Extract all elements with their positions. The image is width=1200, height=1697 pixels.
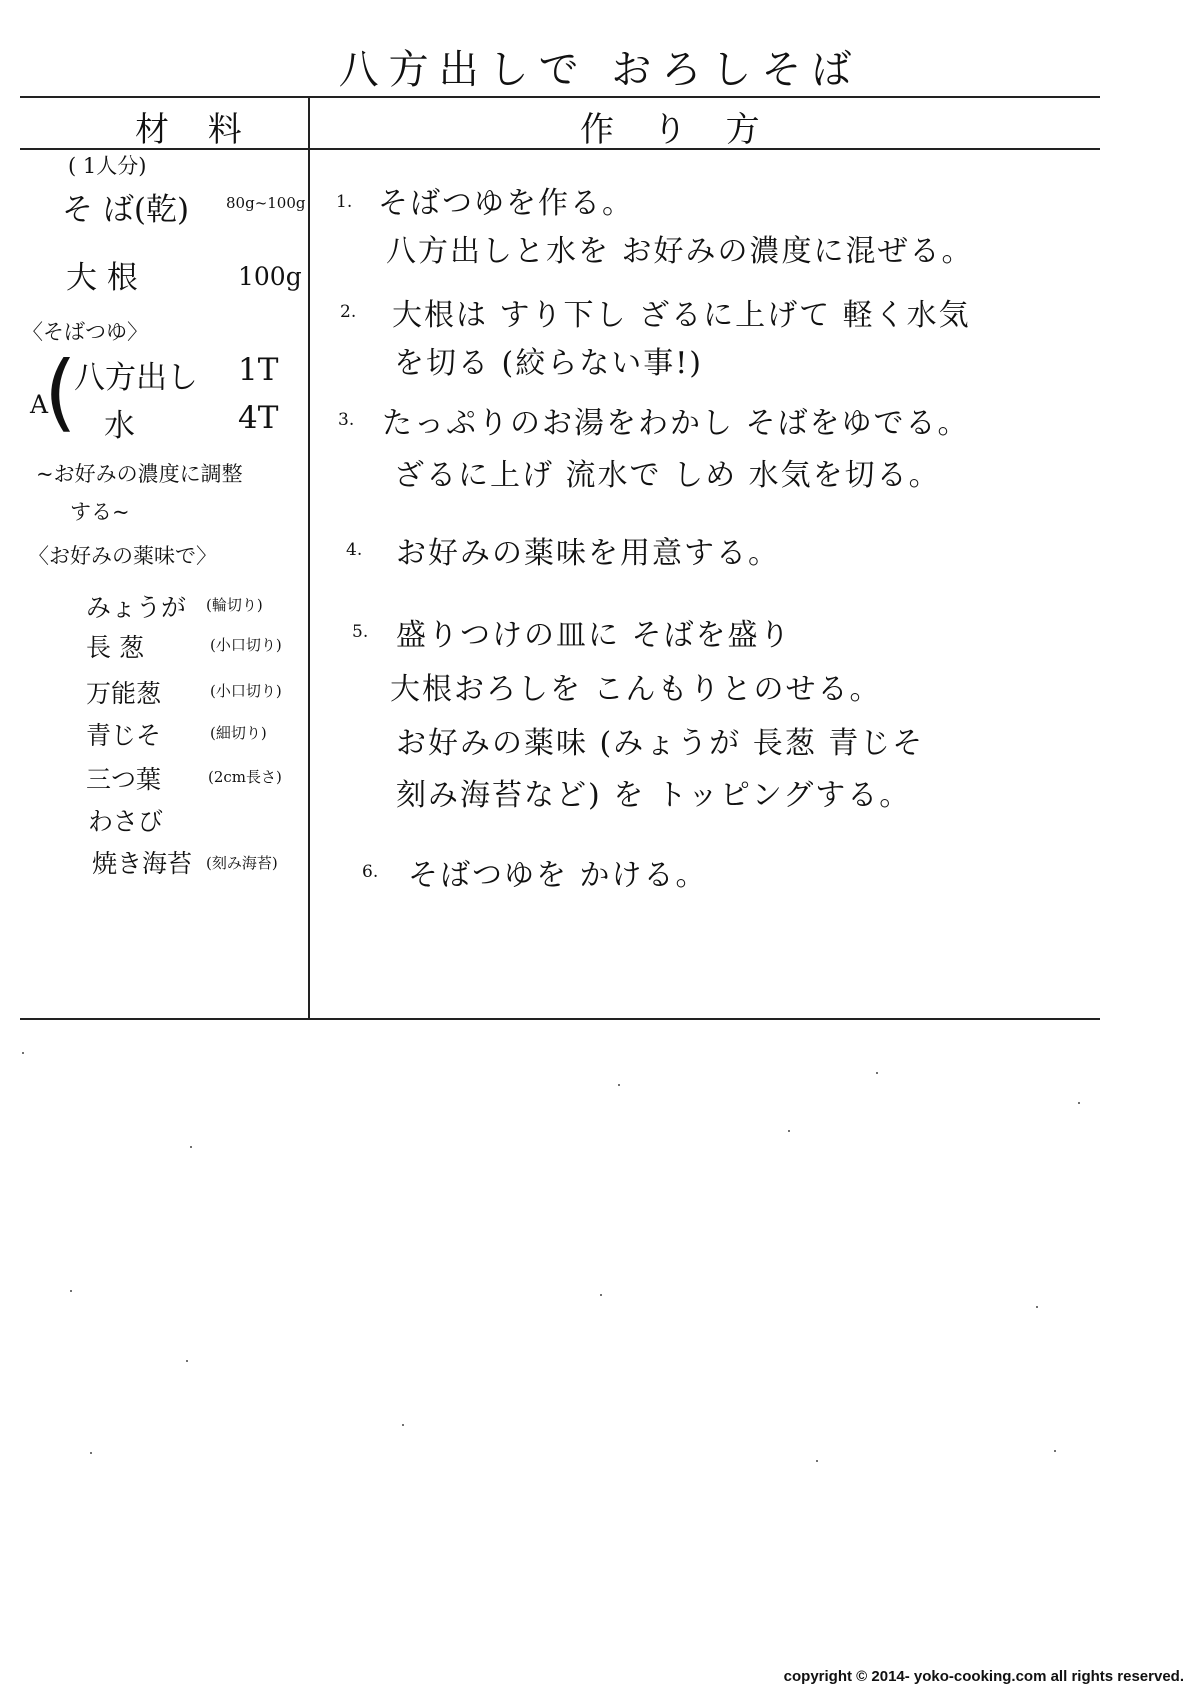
group-item-name: 水 — [104, 408, 135, 444]
scan-speck — [1036, 1306, 1038, 1308]
scan-speck — [402, 1424, 404, 1426]
ingredient-soba-amount: 80g~100g — [226, 194, 306, 212]
condiment-name: わさび — [88, 807, 164, 836]
table-bottom-border — [20, 1018, 1100, 1020]
scan-speck — [876, 1072, 878, 1074]
step-number: 4. — [346, 540, 363, 560]
group-item-amount: 4T — [238, 400, 279, 436]
condiment-note: (細切り) — [210, 724, 267, 742]
condiment-name: 三つ葉 — [86, 765, 162, 794]
condiment-note: (輪切り) — [206, 596, 263, 614]
step-number: 1. — [336, 192, 353, 212]
copyright-notice: copyright © 2014- yoko-cooking.com all rights reserved. — [783, 1668, 1184, 1685]
scan-speck — [600, 1294, 602, 1296]
tsuyu-heading: 〈そばつゆ〉 — [22, 320, 148, 344]
condiment-note: (2cm長さ) — [208, 768, 282, 786]
scan-speck — [816, 1460, 818, 1462]
step-line: たっぷりのお湯をわかし そばをゆでる。 — [382, 406, 970, 441]
method-header: 作 り 方 — [580, 110, 774, 150]
condiment-name: 万能葱 — [86, 679, 162, 708]
servings: ( 1人分) — [68, 154, 147, 178]
condiment-note: (刻み海苔) — [206, 854, 278, 872]
ingredient-soba-name: そ ば(乾) — [62, 192, 190, 228]
step-number: 3. — [338, 410, 355, 430]
condiment-name: みょうが — [86, 593, 187, 622]
scan-speck — [70, 1290, 72, 1292]
step-line: そばつゆを作る。 — [378, 186, 634, 221]
ingredient-daikon-name: 大 根 — [66, 260, 138, 296]
group-bracket: ( — [44, 343, 77, 441]
condiment-name: 長 葱 — [86, 633, 144, 662]
scan-speck — [1054, 1450, 1056, 1452]
step-line: 大根は すり下し ざるに上げて 軽く水気 — [392, 298, 971, 333]
step-line: 大根おろしを こんもりとのせる。 — [390, 672, 882, 707]
group-item-amount: 1T — [238, 352, 279, 388]
step-number: 5. — [352, 622, 369, 642]
table-top-border — [20, 96, 1100, 98]
condiment-name: 青じそ — [86, 721, 162, 750]
group-label: A — [30, 390, 49, 419]
scan-speck — [22, 1052, 24, 1054]
scan-speck — [618, 1084, 620, 1086]
adjust-note: する~ — [70, 500, 130, 524]
scan-speck — [90, 1452, 92, 1454]
step-line: 盛りつけの皿に そばを盛り — [396, 618, 792, 653]
ingredient-daikon-amount: 100g — [238, 262, 302, 291]
condiment-note: (小口切り) — [210, 682, 282, 700]
step-line: ざるに上げ 流水で しめ 水気を切る。 — [394, 458, 941, 493]
scan-speck — [1078, 1102, 1080, 1104]
scan-speck — [190, 1146, 192, 1148]
scan-speck — [788, 1130, 790, 1132]
step-number: 6. — [362, 862, 379, 882]
step-line: 八方出しと水を お好みの濃度に混ぜる。 — [386, 234, 974, 269]
step-number: 2. — [340, 302, 357, 322]
step-line: を切る (絞らない事!) — [394, 346, 703, 381]
step-line: お好みの薬味を用意する。 — [396, 536, 780, 571]
scan-speck — [186, 1360, 188, 1362]
column-divider — [308, 96, 310, 1020]
group-item-name: 八方出し — [74, 360, 198, 396]
adjust-note: ~お好みの濃度に調整 — [36, 462, 243, 486]
step-line: 刻み海苔など) を トッピングする。 — [396, 778, 912, 813]
step-line: そばつゆを かける。 — [408, 858, 708, 893]
ingredients-header: 材 料 — [135, 110, 256, 150]
condiment-note: (小口切り) — [210, 636, 282, 654]
page-title: 八方出しで おろしそば — [338, 47, 862, 93]
condiment-name: 焼き海苔 — [92, 849, 193, 878]
step-line: お好みの薬味 (みょうが 長葱 青じそ — [396, 726, 925, 761]
condiments-heading: 〈お好みの薬味で〉 — [28, 544, 217, 568]
